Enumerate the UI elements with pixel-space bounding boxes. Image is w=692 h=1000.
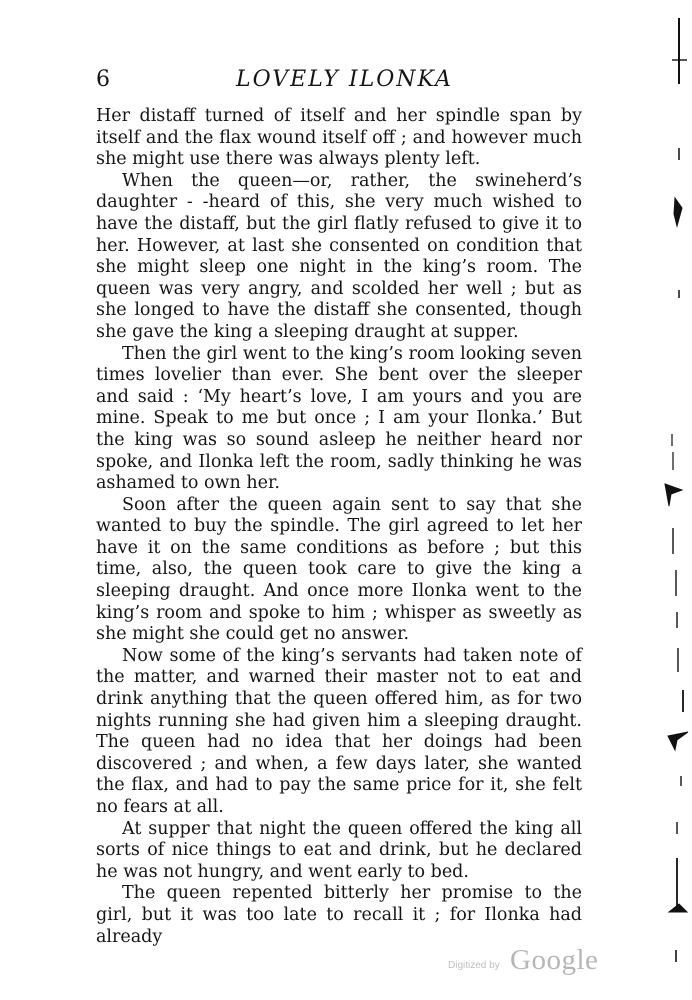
paragraph: Her distaff turned of itself and her spindle span by itself and the flax wound itself off ; and however much she might use there was always plenty left. [96,106,582,170]
running-title: LOVELY ILONKA [236,67,453,92]
google-logo: Google [510,944,599,976]
paragraph: The queen repented bitterly her promise to the girl, but it was too late to recall it ; for Ilonka had already [96,883,582,947]
digitized-watermark [448,944,598,984]
paragraph: Now some of the king’s servants had taken note of the matter, and warned their master not to eat and drink anything that the queen offered him, as for two nights running she had given him a sleeping draught. The queen had no idea that her doings had been discovered ; and when, a few days later, she wanted the flax, and had to pay the same price for it, she felt no fears at all. [96,645,582,817]
paragraph: When the queen—or, rather, the swineherd’s daughter - -heard of this, she very much wished to have the distaff, but the girl flatly refused to give it to her. However, at last she consented on condition that she might sleep one night in the king’s room. The queen was very angry, and scolded her well ; but as she longed to have the distaff she consented, though she gave the king a sleeping draught at supper. [96,170,582,342]
watermark-prefix: Digitized by [448,960,500,971]
paragraph: Then the girl went to the king’s room looking seven times lovelier than ever. She bent over the sleeper and said : ‘My heart’s love, I am yours and you are mine. Speak to me but once ; I am your Ilonka.’ But the king was so sound asleep he neither heard nor spoke, and Ilonka left the room, sadly thinking he was ashamed to own her. [96,343,582,494]
body-text [96,106,582,948]
page-number: 6 [96,67,110,92]
paragraph: At supper that night the queen offered the king all sorts of nice things to eat and drink, but he declared he was not hungry, and went early to bed. [96,818,582,882]
scan-margin-artifacts [655,0,692,1000]
page-header [86,64,586,96]
paragraph: Soon after the queen again sent to say that she wanted to buy the spindle. The girl agreed to let her have it on the same conditions as before ; but this time, also, the queen took care to give the king a sleeping draught. And once more Ilonka went to the king’s room and spoke to him ; whisper as sweetly as she might she could get no answer. [96,494,582,645]
